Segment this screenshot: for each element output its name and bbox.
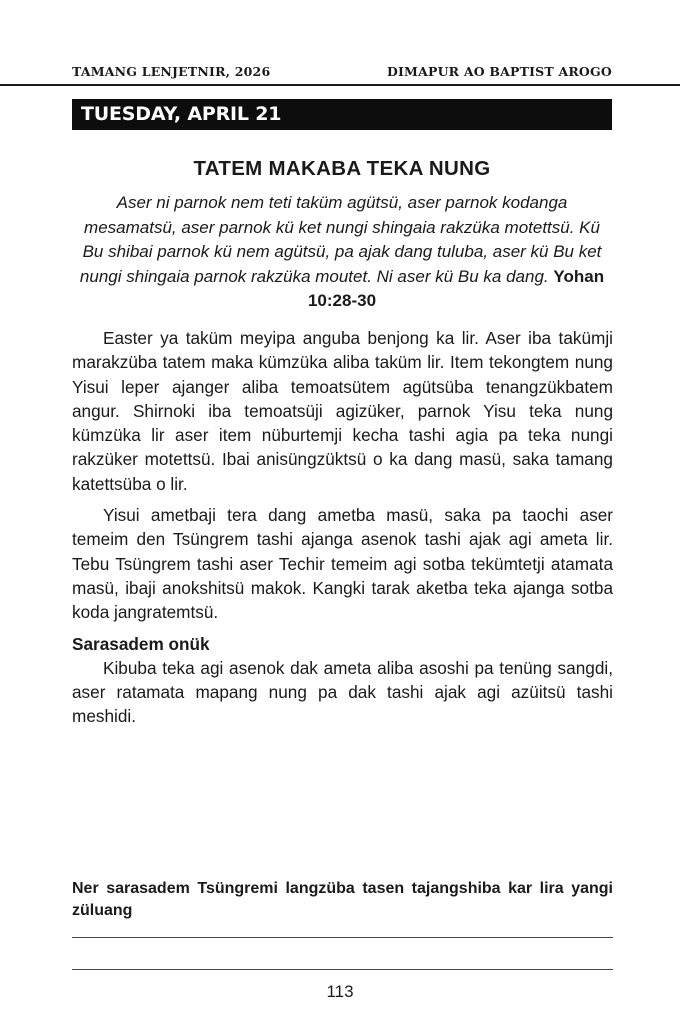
devotion-title: TATEM MAKABA TEKA NUNG — [193, 157, 491, 180]
date-banner: TUESDAY, APRIL 21 — [72, 99, 612, 130]
devotion-body — [72, 326, 613, 736]
running-header — [72, 64, 612, 82]
body-paragraph: Yisui ametbaji tera dang ametba masü, saka pa taochi aser temeim den Tsüngrem tashi ajanga asenok tashi ajak agi ameta lir. Tebu Tsüngrem tashi aser Techir temeim agi sotba tekümtetji atamata masü, ibaji anokshitsü makok. Kangki tarak aketba teka ajanga sotba koda jangratemtsü. — [72, 505, 613, 623]
verse-reference: Yohan 10:28-30 — [307, 266, 605, 311]
header-left-title: TAMANG LENJETNIR, 2026 — [72, 64, 271, 79]
verse-text: Aser ni parnok nem teti taküm agütsü, aser parnok kodanga mesamatsü, aser parnok kü ket nungi shingaia rakzüka motettsü. Kü Bu shibai parnok kü nem agütsü, pa ajak dang tuluba, aser kü Bu ket nungi shingaia parnok rakzüka moutet. Ni aser kü Bu ka dang. — [79, 193, 602, 286]
scripture-verse — [72, 191, 612, 314]
writing-line — [72, 937, 613, 938]
reflection-heading: Sarasadem onük — [72, 633, 210, 654]
header-right-title: DIMAPUR AO BAPTIST AROGO — [386, 64, 612, 79]
reflection-text: Kibuba teka agi asenok dak ameta aliba asoshi pa tenüng sangdi, aser ratamata mapang nung pa dak tashi ajak agi azüitsü tashi meshidi. — [72, 657, 613, 727]
body-paragraph: Easter ya taküm meyipa anguba benjong ka lir. Aser iba takümji marakzüba tatem maka kümzüka aliba taküm lir. Item tekongtem nung Yisui leper ajanger aliba temoatsütem agütsüba tenangzükbatem angur. Shirnoki iba temoatsüji agizüker, parnok Yisu teka nung kümzüka lir aser item nüburtemji kecha tashi agia pa teka nungi rakzüker motettsü. Ibai anisüngzüktsü o ka dang masü, saka tamang katettsüba o lir. — [72, 328, 613, 494]
header-rule — [0, 84, 680, 86]
writing-line — [72, 969, 613, 970]
journal-prompt: Ner sarasadem Tsüngremi langzüba tasen tajangshiba kar lira yangi züluang — [72, 880, 613, 919]
page-number: 113 — [326, 982, 354, 1001]
